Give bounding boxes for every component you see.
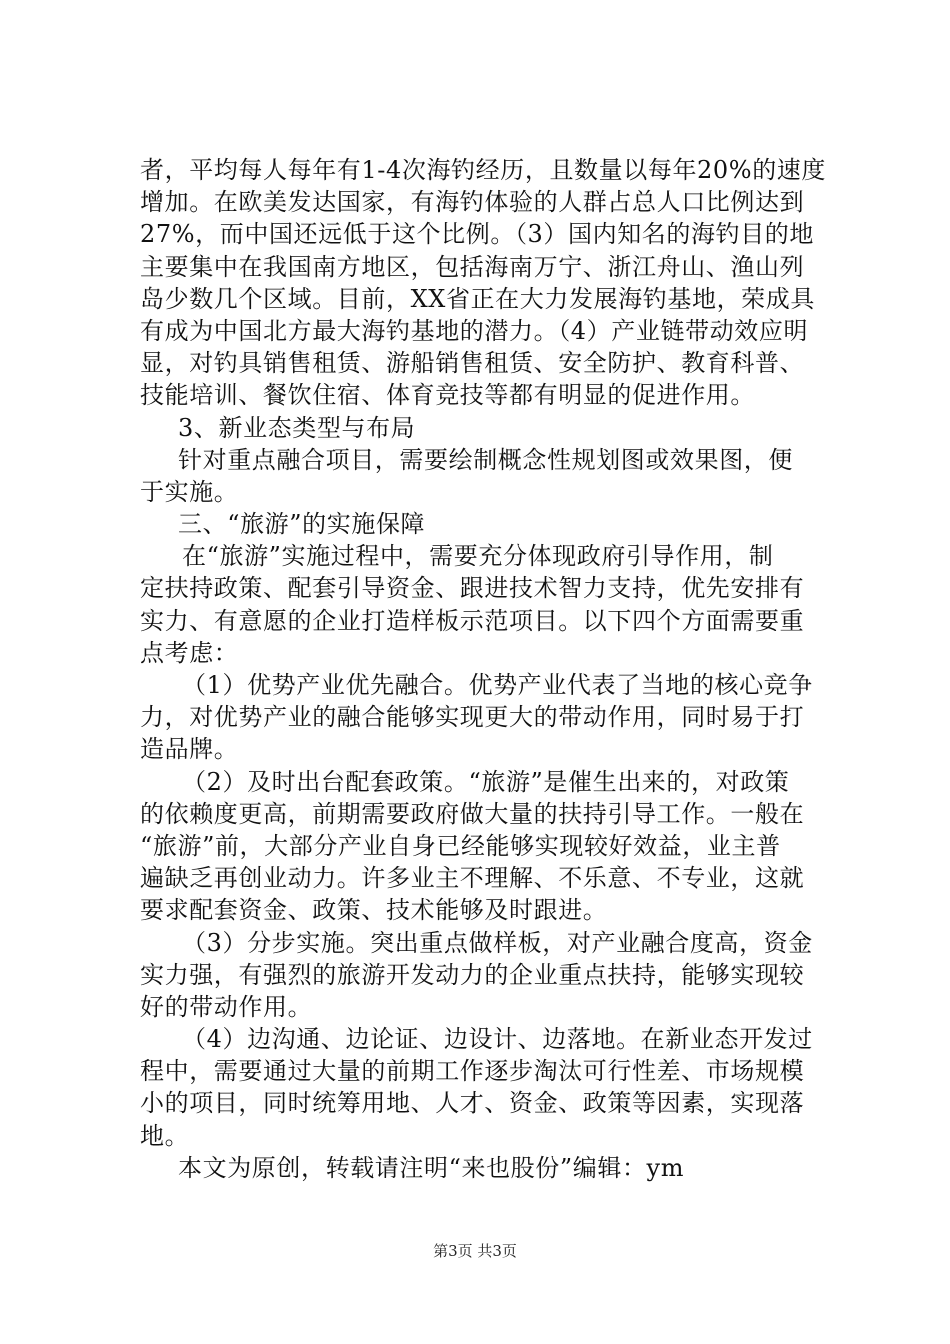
text-line: 小的项目，同时统筹用地、人才、资金、政策等因素，实现落 (140, 1089, 805, 1118)
list-item-line: （1）优势产业优先融合。优势产业代表了当地的核心竞争 (182, 671, 813, 699)
text-line: 实力强，有强烈的旅游开发动力的企业重点扶持，能够实现较 (140, 960, 805, 989)
text-line: 遍缺乏再创业动力。许多业主不理解、不乐意、不专业，这就 (140, 864, 805, 893)
text-line: 增加。在欧美发达国家，有海钓体验的人群占总人口比例达到 (140, 188, 805, 217)
text-line: 主要集中在我国南方地区，包括海南万宁、浙江舟山、渔山列 (140, 252, 805, 281)
page-number-footer: 第3页 共3页 (433, 1242, 517, 1260)
text-line: 地。 (140, 1121, 190, 1150)
text-line: 实力、有意愿的企业打造样板示范项目。以下四个方面需要重 (140, 606, 805, 635)
text-line: 于实施。 (140, 477, 239, 506)
text-line: 力，对优势产业的融合能够实现更大的带动作用，同时易于打 (140, 703, 805, 732)
text-line: 针对重点融合项目，需要绘制概念性规划图或效果图，便 (178, 445, 793, 474)
text-line: 程中，需要通过大量的前期工作逐步淘汰可行性差、市场规模 (140, 1057, 805, 1086)
text-line: 有成为中国北方最大海钓基地的潜力。（4）产业链带动效应明 (140, 316, 809, 345)
text-line: 技能培训、餐饮住宿、体育竞技等都有明显的促进作用。 (140, 381, 755, 410)
list-item-line: （2）及时出台配套政策。“旅游”是催生出来的，对政策 (182, 767, 790, 796)
text-line: 显，对钓具销售租赁、游船销售租赁、安全防护、教育科普、 (140, 349, 805, 378)
section-heading: 三、“旅游”的实施保障 (178, 510, 426, 539)
text-line: 定扶持政策、配套引导资金、跟进技术智力支持，优先安排有 (140, 574, 805, 603)
text-line: 好的带动作用。 (140, 992, 313, 1021)
text-line: 27%，而中国还远低于这个比例。（3）国内知名的海钓目的地 (140, 220, 815, 249)
document-body (140, 154, 830, 1184)
text-line: 点考虑： (140, 638, 239, 667)
text-line: 者，平均每人每年有1-4次海钓经历，且数量以每年20%的速度 (140, 156, 826, 184)
text-line: 要求配套资金、政策、技术能够及时跟进。 (140, 896, 608, 925)
closing-note: 本文为原创，转载请注明“来也股份”编辑：ym (178, 1153, 685, 1182)
text-line: 岛少数几个区域。目前，XX省正在大力发展海钓基地，荣成具 (140, 284, 815, 313)
text-line: 造品牌。 (140, 735, 239, 764)
text-line: 的依赖度更高，前期需要政府做大量的扶持引导工作。一般在 (140, 799, 805, 828)
text-line: “旅游”前，大部分产业自身已经能够实现较好效益，业主普 (140, 831, 781, 860)
section-heading: 3、新业态类型与布局 (178, 413, 416, 442)
list-item-line: （4）边沟通、边论证、边设计、边落地。在新业态开发过 (182, 1025, 813, 1054)
text-line: 在“旅游”实施过程中，需要充分体现政府引导作用，制 (182, 542, 774, 571)
list-item-line: （3）分步实施。突出重点做样板，对产业融合度高，资金 (182, 928, 813, 957)
